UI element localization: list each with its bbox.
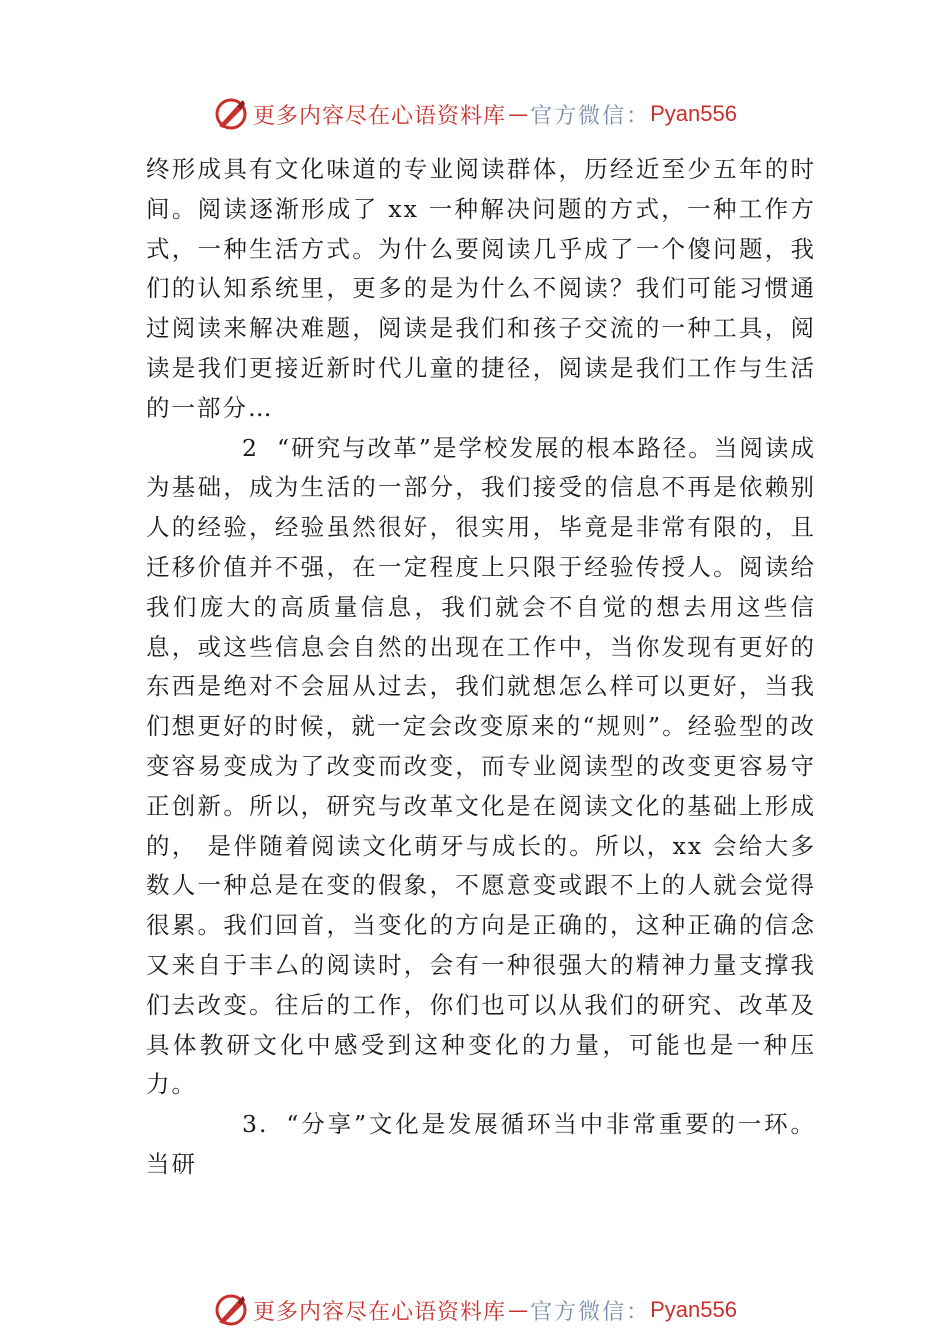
- pen-logo-icon: [213, 96, 249, 132]
- paragraph-3: [146, 1105, 816, 1185]
- header-separator: —: [508, 102, 529, 126]
- footer-wechat-id: Pyan556: [650, 1297, 737, 1322]
- header-wechat-id: Pyan556: [650, 101, 737, 126]
- header-site-text: 更多内容尽在心语资料库: [253, 103, 507, 129]
- paragraph-1: 终形成具有文化味道的专业阅读群体，历经近至少五年的时间。阅读逐渐形成了 xx 一种解决问题的方式，一种工作方式，一种生活方式。为什么要阅读几乎成了一个傻问题，我们的认知系统里，更多的是为什么不阅读？我们可能习惯通过阅读来解决难题，阅读是我们和孩子交流的一种工具，阅读是我们更接近新时代儿童的捷径，阅读是我们工作与生活的一部分…: [146, 155, 816, 422]
- header-wechat-label: 官方微信：: [530, 103, 651, 129]
- paragraph-3-text: “分享”文化是发展循环当中非常重要的一环。当研: [146, 1110, 816, 1178]
- footer-wechat-label: 官方微信：: [530, 1299, 651, 1325]
- pen-logo-icon: [213, 1292, 249, 1328]
- paragraph-2: [146, 429, 816, 1106]
- footer-banner: [0, 1290, 950, 1330]
- paragraph-2-text: “研究与改革”是学校发展的根本路径。当阅读成为基础，成为生活的一部分，我们接受的信息不再是依赖别人的经验，经验虽然很好，很实用，毕竟是非常有限的，且迁移价值并不强，在一定程度上只限于经验传授人。阅读给我们庞大的高质量信息，我们就会不自觉的想去用这些信息，或这些信息会自然的出现在工作中，当你发现有更好的东西是绝对不会屈从过去，我们就想怎么样可以更好，当我们想更好的时候，就一定会改变原来的“规则”。经验型的改变容易变成为了改变而改变，而专业阅读型的改变更容易守正创新。所以，研究与改革文化是在阅读文化的基础上形成的， 是伴随着阅读文化萌牙与成长的。所以，xx 会给大多数人一种总是在变的假象，不愿意变或跟不上的人就会觉得很累。我们回首，当变化的方向是正确的，这种正确的信念又来自于丰厶的阅读时，会有一种很强大的精神力量支撑我们去改变。往后的工作，你们也可以从我们的研究、改革及具体教研文化中感受到这种变化的力量，可能也是一种压力。: [146, 433, 816, 1099]
- footer-site-text: 更多内容尽在心语资料库: [253, 1299, 507, 1325]
- footer-separator: —: [508, 1298, 529, 1322]
- document-body: [146, 150, 816, 1185]
- paragraph-2-number: 2: [242, 433, 259, 462]
- paragraph-3-number: 3.: [242, 1110, 269, 1139]
- header-banner: [0, 94, 950, 134]
